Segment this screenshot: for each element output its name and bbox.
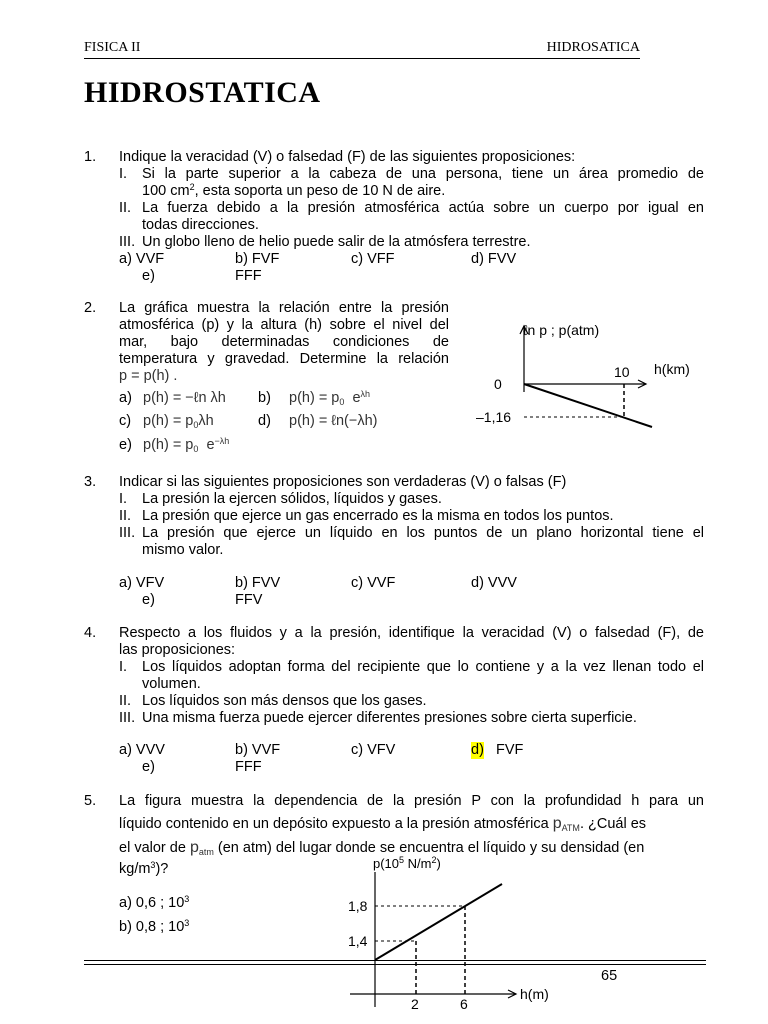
question-stem-line: el valor de $p_{atm}$ (en atm) del lugar donde se encuentra el líquido y su densidad (en — [119, 839, 645, 857]
option-b: b) 0,8 ; $10^3$ — [119, 918, 190, 935]
option-d: d) — [258, 413, 271, 429]
relation-formula: p = p(h) . — [119, 368, 178, 384]
graph-lnp-vs-h — [470, 318, 710, 438]
option-b: b) — [258, 390, 271, 406]
question-stem-line: Respecto a los fluidos y a la presión, identifique la veracidad (V) o falsedad (F), de — [119, 625, 704, 641]
page-title: HIDROSTATICA — [84, 76, 321, 109]
option-d: d) FVV — [471, 251, 517, 267]
question-stem-line: La gráfica muestra la relación entre la presión — [119, 300, 449, 316]
option-e-formula: $p(h) = p_0$ $e^{-\lambda h}$ — [143, 436, 230, 454]
proposition-text: La presión que ejerce un líquido en los puntos de un plano horizontal tiene el — [142, 525, 704, 541]
question-stem: Indique la veracidad (V) o falsedad (F) de las siguientes proposiciones: — [119, 149, 576, 165]
y-axis-label: $p(10^5$ $N/m^2$) — [373, 855, 441, 871]
option-d-highlighted: d) — [471, 742, 484, 758]
option-c: c) VFF — [351, 251, 395, 267]
option-a: a) 0,6 ; $10^3$ — [119, 894, 190, 911]
question-stem-line: mar, bajo determinadas condiciones de — [119, 334, 449, 350]
question-stem-line: La figura muestra la dependencia de la presión P con la profundidad h para un — [119, 793, 704, 809]
option-e: e) — [142, 759, 155, 775]
option-e-value: FFV — [235, 592, 263, 608]
proposition-text: La presión que ejerce un gas encerrado es la misma en todos los puntos. — [142, 508, 614, 524]
question-number: 4. — [84, 625, 97, 641]
proposition-number: II. — [119, 200, 132, 216]
origin-label: 0 — [494, 376, 502, 392]
x-tick-label: 2 — [411, 996, 419, 1012]
y-tick-label: –1,16 — [476, 409, 512, 425]
y-tick-label: 1,4 — [348, 933, 368, 949]
option-a-formula: p(h) = −ℓn λh — [143, 390, 226, 406]
proposition-number: III. — [119, 525, 136, 541]
option-a: a) VFV — [119, 575, 165, 591]
question-number: 2. — [84, 300, 97, 316]
option-c-formula: $p(h) = p_0\lambda h$ — [143, 413, 214, 430]
data-line — [375, 884, 502, 960]
proposition-text: Los líquidos adoptan forma del recipiente que lo contiene y a la vez llenan todo el — [142, 659, 704, 675]
option-b: b) FVF — [235, 251, 280, 267]
option-a: a) VVV — [119, 742, 165, 758]
option-d-formula: p(h) = ℓn(−λh) — [289, 413, 378, 429]
question-number: 1. — [84, 149, 97, 165]
proposition-text: Los líquidos son más densos que los gases. — [142, 693, 427, 709]
question-stem-line: temperatura y gravedad. Determine la relación — [119, 351, 449, 367]
proposition-number: III. — [119, 234, 136, 250]
proposition-text-cont: 100 $cm^2$, esta soporta un peso de 10 N de aire. — [142, 182, 446, 199]
question-number: 5. — [84, 793, 97, 809]
page-number: 65 — [601, 968, 618, 984]
footer-rule — [84, 960, 706, 961]
option-e-value: FFF — [235, 268, 262, 284]
proposition-text: La fuerza debido a la presión atmosférica actúa sobre un cuerpo por igual en — [142, 200, 704, 216]
option-d-value: FVF — [496, 742, 524, 758]
option-e: e) — [142, 592, 155, 608]
proposition-number: I. — [119, 166, 128, 182]
footer-rule — [84, 964, 706, 965]
option-e: e) — [119, 437, 132, 453]
y-tick-label: 1,8 — [348, 898, 368, 914]
option-b-formula: $p(h) = p_0$ $e^{\lambda h}$ — [289, 389, 371, 407]
proposition-text: Si la parte superior a la cabeza de una persona, tiene un área promedio de — [142, 166, 704, 182]
proposition-number: III. — [119, 710, 136, 726]
question-number: 3. — [84, 474, 97, 490]
proposition-text-cont: todas direcciones. — [142, 217, 259, 233]
x-tick-label: 10 — [614, 364, 630, 380]
question-stem-line: líquido contenido en un depósito expuesto a la presión atmosférica $p_{ATM}$. ¿Cuál es — [119, 815, 647, 833]
proposition-number: I. — [119, 659, 128, 675]
x-axis-label: h(m) — [520, 986, 549, 1002]
x-axis-label: h(km) — [654, 361, 690, 377]
header-rule — [84, 58, 640, 59]
option-d: d) VVV — [471, 575, 517, 591]
question-stem-line: $kg/m^3$)? — [119, 860, 169, 877]
option-e: e) — [142, 268, 155, 284]
option-c: c) VFV — [351, 742, 396, 758]
option-a: a) — [119, 390, 132, 406]
question-stem-line: las proposiciones: — [119, 642, 236, 658]
proposition-number: II. — [119, 508, 132, 524]
question-stem-line: atmosférica (p) y la altura (h) sobre el nivel del — [119, 317, 449, 333]
x-tick-label: 6 — [460, 996, 468, 1012]
option-b: b) VVF — [235, 742, 281, 758]
proposition-number: II. — [119, 693, 132, 709]
data-line — [524, 384, 652, 427]
proposition-text: Una misma fuerza puede ejercer diferentes presiones sobre cierta superficie. — [142, 710, 637, 726]
proposition-text: Un globo lleno de helio puede salir de la atmósfera terrestre. — [142, 234, 531, 250]
option-c: c) — [119, 413, 132, 429]
header-course: FISICA II — [84, 40, 141, 55]
option-c: c) VVF — [351, 575, 396, 591]
proposition-text: La presión la ejercen sólidos, líquidos y gases. — [142, 491, 442, 507]
proposition-text-cont: volumen. — [142, 676, 201, 692]
option-a: a) VVF — [119, 251, 165, 267]
question-stem: Indicar si las siguientes proposiciones son verdaderas (V) o falsas (F) — [119, 474, 567, 490]
y-axis-label: ℓn p ; p(atm) — [523, 322, 600, 338]
option-b: b) FVV — [235, 575, 281, 591]
proposition-text-cont: mismo valor. — [142, 542, 224, 558]
proposition-number: I. — [119, 491, 128, 507]
graph-p-vs-h — [340, 852, 570, 1014]
option-e-value: FFF — [235, 759, 262, 775]
header-topic: HIDROSATICA — [546, 40, 640, 55]
